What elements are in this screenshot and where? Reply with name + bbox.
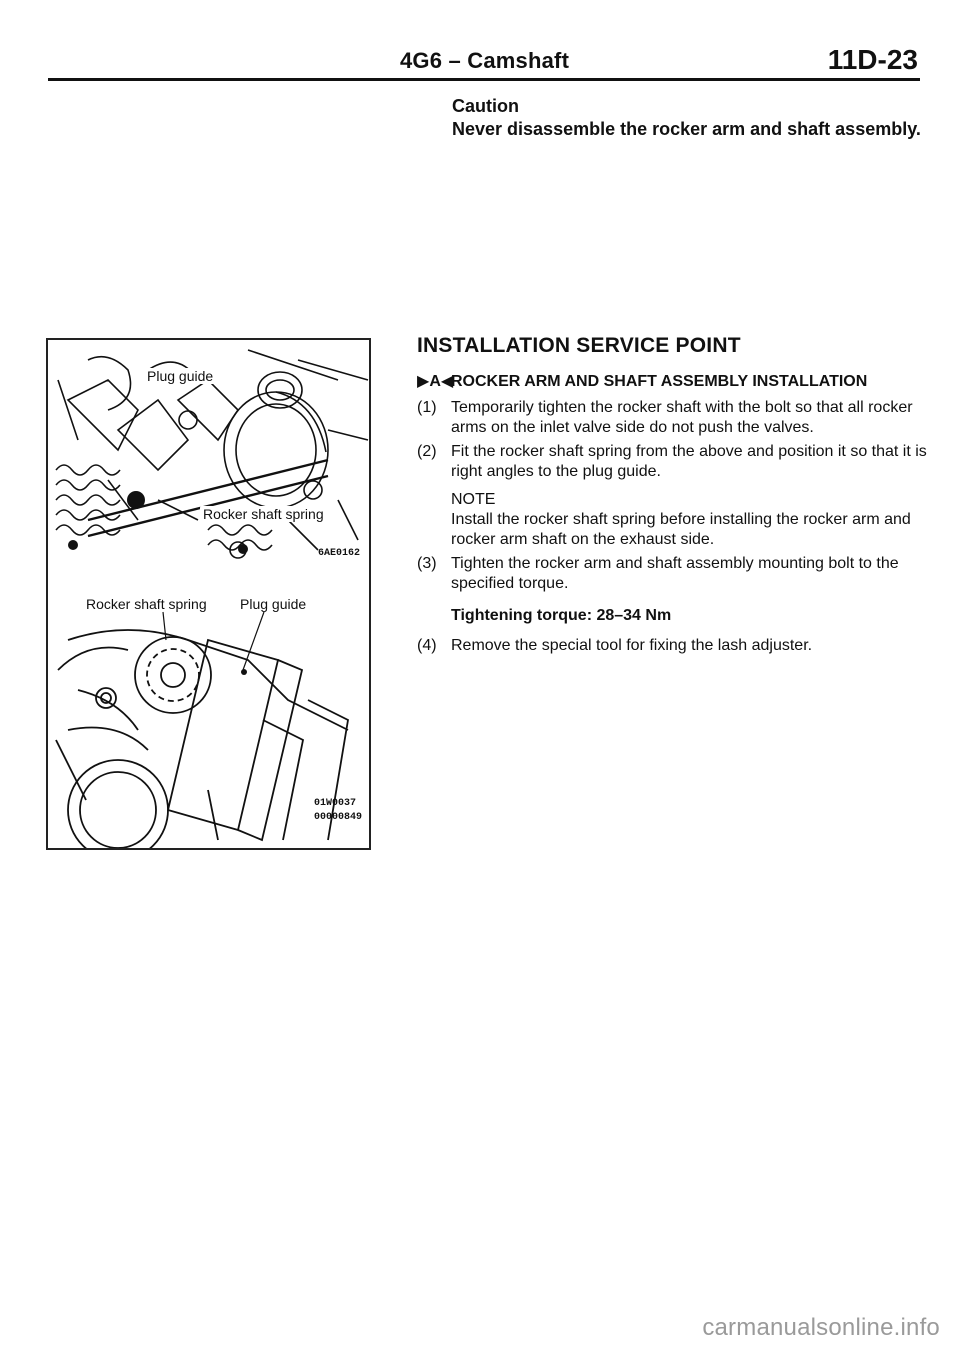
page-number: 11D-23 [827, 44, 918, 75]
figure-panel [46, 338, 371, 850]
step-2 [417, 442, 927, 482]
engine-illustration [48, 340, 369, 848]
step-text: Remove the special tool for fixing the lash adjuster. [451, 637, 813, 654]
figure-code-bottom-1: 01W0037 [314, 798, 357, 809]
step-text: Fit the rocker shaft spring from the above and position it so that it is right angles to the plug guide. [451, 443, 927, 480]
page-header [48, 42, 920, 81]
watermark: carmanualsonline.info [702, 1314, 940, 1341]
step-number: (4) [417, 637, 437, 654]
figure-code-bottom-2: 00000849 [314, 812, 363, 823]
step-3 [417, 554, 927, 594]
label-plug-guide-top: Plug guide [144, 368, 216, 384]
step-text: Temporarily tighten the rocker shaft with the bolt so that all rocker arms on the inlet valve side do not push the valves. [451, 399, 913, 436]
step-number: (2) [417, 443, 437, 460]
note-label: NOTE [451, 491, 496, 508]
note-text: Install the rocker shaft spring before installing the rocker arm and rocker arm shaft on the exhaust side. [451, 511, 911, 548]
section-title: INSTALLATION SERVICE POINT [417, 334, 741, 357]
triangle-right-icon: ▶ [417, 373, 430, 390]
note-block [417, 490, 927, 550]
label-rocker-shaft-spring-top: Rocker shaft spring [200, 506, 327, 522]
figure-code-top: 6AE0162 [318, 548, 361, 559]
steps-list [417, 398, 927, 656]
tightening-torque: Tightening torque: 28–34 Nm [451, 607, 672, 624]
marker-letter: A [429, 373, 441, 390]
subheading [417, 372, 927, 392]
installation-section [417, 334, 927, 660]
step-4 [417, 636, 927, 656]
step-text: Tighten the rocker arm and shaft assembly mounting bolt to the specified torque. [451, 555, 899, 592]
label-plug-guide-bottom: Plug guide [240, 596, 307, 612]
page-title: 4G6 – Camshaft [400, 48, 570, 73]
caution-label: Caution [452, 96, 519, 116]
caution-block [452, 95, 922, 141]
caution-text: Never disassemble the rocker arm and shaft assembly. [452, 119, 921, 139]
step-1 [417, 398, 927, 438]
step-number: (1) [417, 399, 437, 416]
triangle-left-icon: ◀ [440, 373, 454, 390]
step-number: (3) [417, 555, 437, 572]
subheading-text: ROCKER ARM AND SHAFT ASSEMBLY INSTALLATION [451, 373, 868, 390]
label-rocker-shaft-spring-bottom: Rocker shaft spring [86, 596, 207, 612]
service-point-marker [417, 372, 453, 392]
